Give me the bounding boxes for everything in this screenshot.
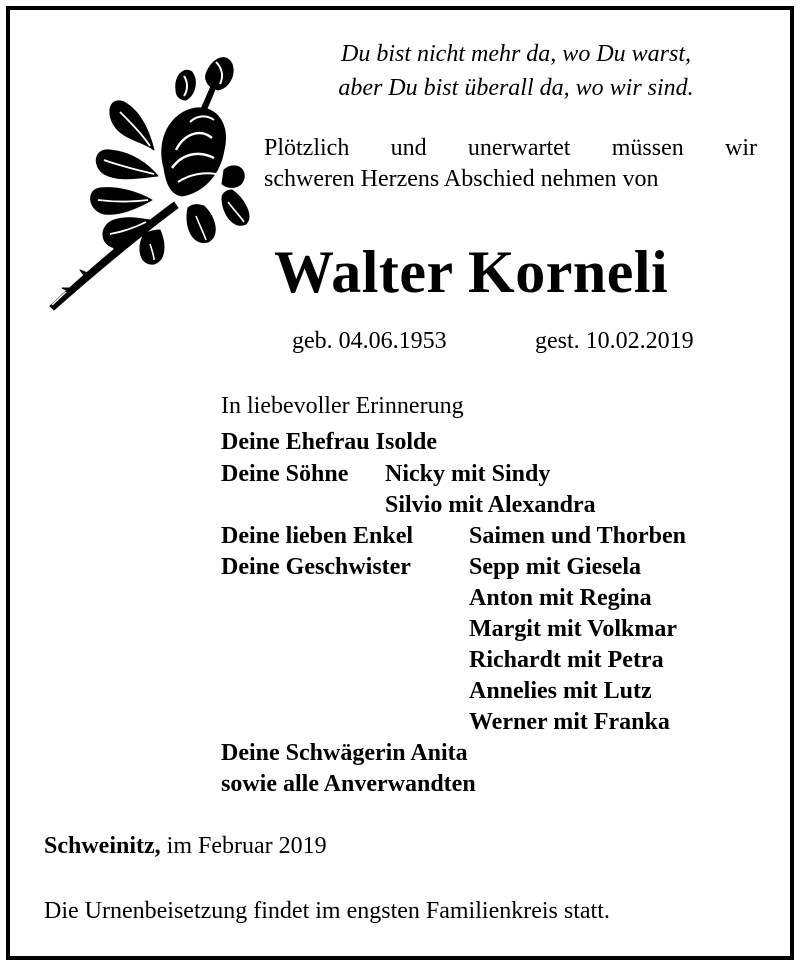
- sibling-entry: Richardt mit Petra: [469, 647, 664, 673]
- siblings-label: Deine Geschwister: [221, 554, 411, 580]
- grandchildren-entry: Saimen und Thorben: [469, 523, 686, 549]
- intro-word: Plötzlich: [264, 135, 350, 161]
- intro-word: und: [390, 135, 427, 161]
- sibling-entry: Margit mit Volkmar: [469, 616, 677, 642]
- birth-date: geb. 04.06.1953: [292, 328, 447, 354]
- sibling-entry: Anton mit Regina: [469, 585, 652, 611]
- place-date-line: [44, 833, 327, 860]
- wife-line: Deine Ehefrau Isolde: [221, 429, 437, 455]
- memory-heading: In liebevoller Erinnerung: [221, 393, 464, 419]
- place-date: im Februar 2019: [166, 833, 327, 859]
- quote-line-2: aber Du bist überall da, wo wir sind.: [338, 75, 694, 101]
- deceased-name: Walter Korneli: [274, 239, 669, 305]
- grandchildren-label: Deine lieben Enkel: [221, 523, 414, 549]
- sibling-entry: Sepp mit Giesela: [469, 554, 641, 580]
- place-town: Schweinitz,: [44, 833, 161, 859]
- intro-line-1: [264, 133, 757, 164]
- intro-line-2: schweren Herzens Abschied nehmen von: [264, 166, 659, 192]
- burial-notice: Die Urnenbeisetzung findet im engsten Familienkreis statt.: [44, 898, 610, 924]
- son-entry: Silvio mit Alexandra: [385, 492, 596, 518]
- sibling-entry: Werner mit Franka: [469, 709, 670, 735]
- death-date: gest. 10.02.2019: [535, 328, 694, 354]
- sibling-entry: Annelies mit Lutz: [469, 678, 652, 704]
- intro-word: müssen: [611, 135, 684, 161]
- rose-icon: [46, 50, 256, 312]
- sons-label: Deine Söhne: [221, 461, 349, 487]
- intro-word: wir: [725, 135, 757, 161]
- quote-line-1: Du bist nicht mehr da, wo Du warst,: [340, 41, 691, 67]
- intro-word: unerwartet: [467, 135, 571, 161]
- relatives-line: sowie alle Anverwandten: [221, 771, 476, 797]
- son-entry: Nicky mit Sindy: [385, 461, 551, 487]
- sister-in-law-line: Deine Schwägerin Anita: [221, 740, 468, 766]
